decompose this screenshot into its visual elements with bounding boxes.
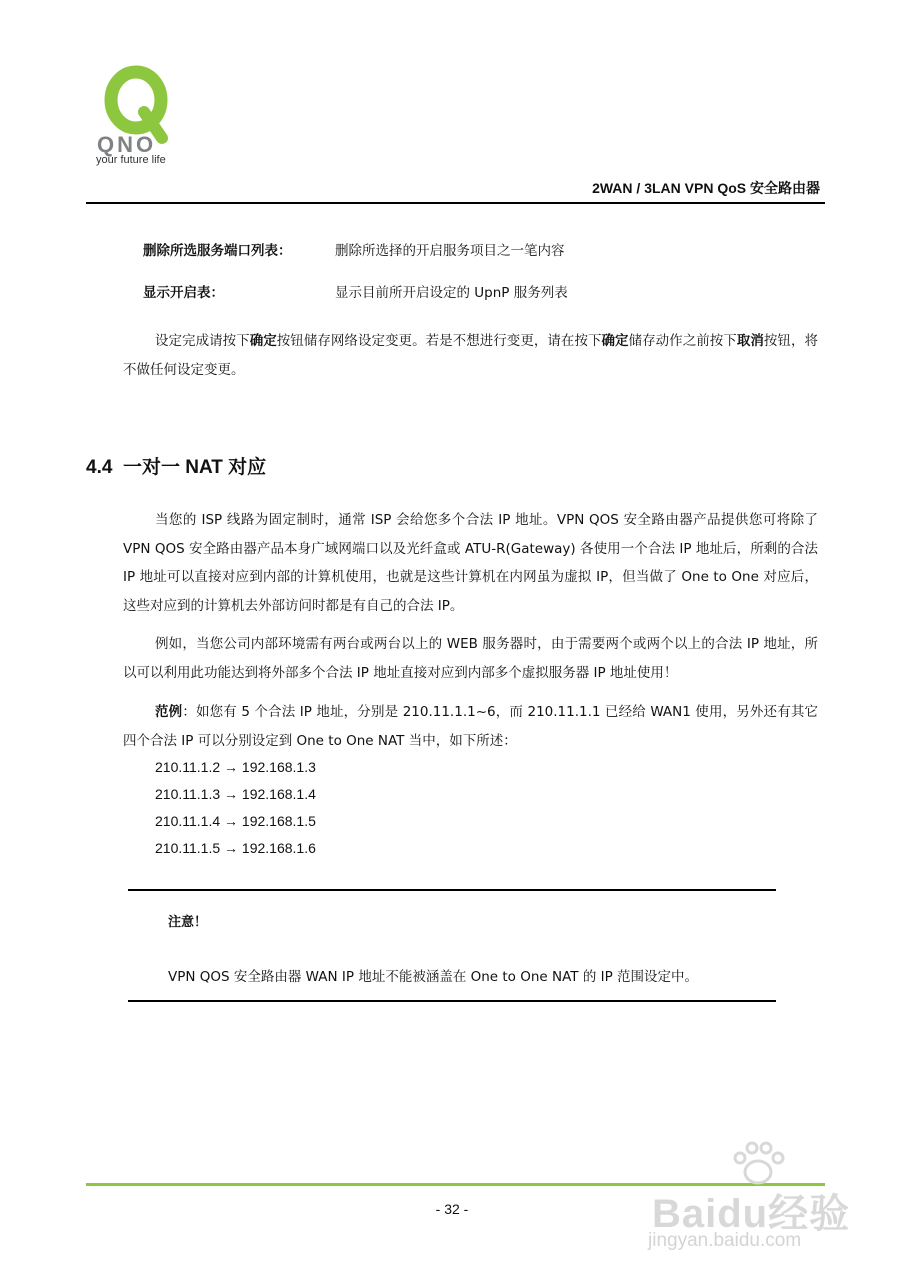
save-instructions-paragraph: 设定完成请按下确定按钮储存网络设定变更。若是不想进行变更，请在按下确定储存动作之前按下取消按钮，将不做任何设定变更。 xyxy=(123,333,818,378)
note-text: VPN QOS 安全路由器 WAN IP 地址不能被涵盖在 One to One NAT 的 IP 范围设定中。 xyxy=(168,969,699,985)
example-web-paragraph: 例如，当您公司内部环境需有两台或两台以上的 WEB 服务器时，由于需要两个或两个以上的合法 IP 地址，所以可以利用此功能达到将外部多个合法 IP 地址直接对应到内部多个虚拟服务器 IP 地址使用！ xyxy=(123,636,818,681)
watermark-brand: Baidu经验 xyxy=(652,1192,851,1236)
definition-description: 删除所选择的开启服务项目之一笔内容 xyxy=(335,243,565,259)
note-top-rule xyxy=(128,889,776,891)
ip-mapping-line: 210.11.1.4 → 192.168.1.5 xyxy=(155,813,316,829)
section-heading xyxy=(86,452,266,479)
arrow-right-icon: → xyxy=(224,786,239,802)
ip-mapping-line: 210.11.1.3 → 192.168.1.4 xyxy=(155,786,316,802)
watermark-url: jingyan.baidu.com xyxy=(648,1230,802,1251)
logo-wordmark: QNO xyxy=(97,132,157,157)
example-paragraph: 范例：如您有 5 个合法 IP 地址，分别是 210.11.1.1~6，而 210.11.1.1 已经给 WAN1 使用，另外还有其它四个合法 IP 可以分别设定到 One to One NAT 当中，如下所述： xyxy=(123,704,819,749)
paw-icon xyxy=(728,1140,788,1186)
arrow-right-icon: → xyxy=(224,813,239,829)
section-title-text: 一对一 NAT 对应 xyxy=(122,457,267,478)
intro-paragraph: 当您的 ISP 线路为固定制时，通常 ISP 会给您多个合法 IP 地址。VPN QOS 安全路由器产品提供您可将除了 VPN QOS 安全路由器产品本身广域网端口以及光纤盒或 ATU-R(Gateway) 各使用一个合法 IP 地址后，所剩的合法 IP 地址可以直接对应到内部的计算机使用，也就是这些计算机在内网虽为虚拟 IP，但当做了 One to One 对应后，这些对应到的计算机去外部访问时都是有自己的合法 IP。 xyxy=(123,512,818,614)
header-divider xyxy=(86,202,825,204)
ip-mapping-line: 210.11.1.2 → 192.168.1.3 xyxy=(155,759,316,775)
definition-term: 删除所选服务端口列表： xyxy=(143,243,292,259)
note-bottom-rule xyxy=(128,1000,776,1002)
document-header-title: 2WAN / 3LAN VPN QoS 安全路由器 xyxy=(592,180,820,196)
section-number: 4.4 xyxy=(86,457,113,478)
baidu-watermark xyxy=(640,1140,880,1260)
page-number: - 32 - xyxy=(435,1201,469,1217)
arrow-right-icon: → xyxy=(224,840,239,856)
example-label: 范例 xyxy=(155,704,183,720)
arrow-right-icon: → xyxy=(224,759,239,775)
ip-mapping-line: 210.11.1.5 → 192.168.1.6 xyxy=(155,840,316,856)
definition-description: 显示目前所开启设定的 UpnP 服务列表 xyxy=(335,285,568,301)
logo-tagline: your future life xyxy=(96,154,166,166)
note-title: 注意！ xyxy=(168,915,208,930)
definition-term: 显示开启表： xyxy=(143,285,224,301)
